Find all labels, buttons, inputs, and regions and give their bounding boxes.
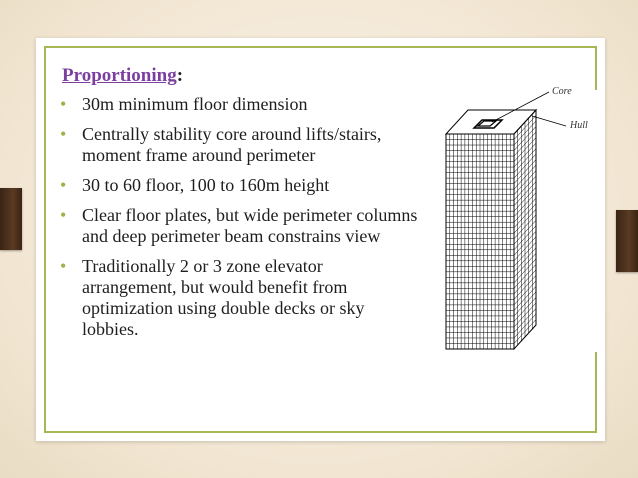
bullet-dot: •	[60, 256, 67, 276]
bullet-list	[58, 94, 418, 349]
bullet-text: 30 to 60 floor, 100 to 160m height	[82, 175, 330, 195]
bullet-text: Traditionally 2 or 3 zone elevator arrangement, but would benefit from optimization using double decks or sky lobbies.	[82, 256, 365, 339]
front-facade-grid	[446, 134, 514, 349]
bullet-item	[58, 175, 418, 196]
core-label: Core	[552, 86, 572, 97]
bullet-dot: •	[60, 94, 67, 114]
bullet-item	[58, 124, 418, 166]
heading-text: Proportioning	[62, 65, 177, 86]
bullet-text: Clear floor plates, but wide perimeter columns and deep perimeter beam constrains view	[82, 205, 418, 246]
bullet-dot: •	[60, 124, 67, 144]
bullet-dot: •	[60, 175, 67, 195]
bullet-dot: •	[60, 205, 67, 225]
hull-leader-line	[532, 116, 566, 126]
hull-label: Hull	[570, 120, 588, 131]
side-facade-grid	[514, 114, 536, 345]
right-binder-tab	[616, 210, 638, 272]
slide-heading	[62, 65, 183, 87]
bullet-item	[58, 94, 418, 115]
left-binder-tab	[0, 188, 22, 250]
bullet-text: Centrally stability core around lifts/stairs, moment frame around perimeter	[82, 124, 382, 165]
bullet-item	[58, 256, 418, 340]
bullet-text: 30m minimum floor dimension	[82, 94, 308, 114]
bullet-item	[58, 205, 418, 247]
slide-card	[36, 38, 605, 441]
tower-diagram	[434, 86, 599, 352]
heading-colon: :	[176, 65, 184, 86]
